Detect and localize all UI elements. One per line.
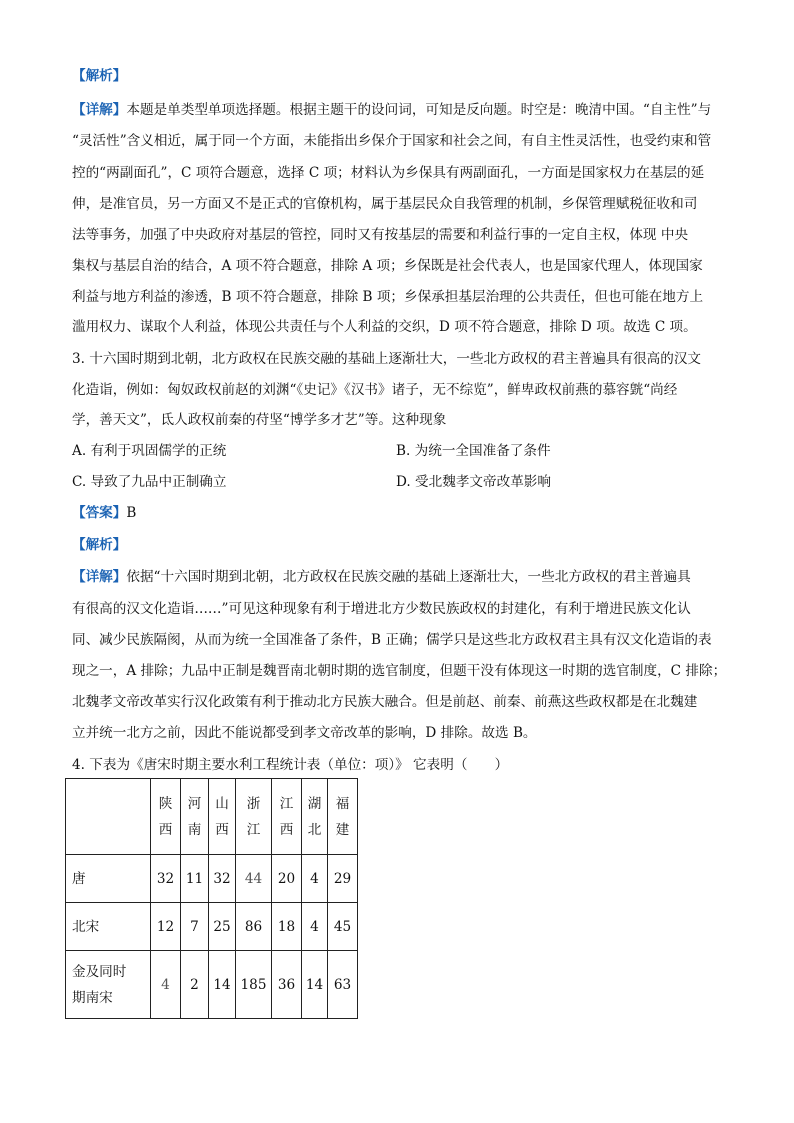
table-cell: 7 <box>181 903 209 951</box>
q2-detail-line-5: 法等事务，加强了中央政府对基层的管控，同时又有按基层的需要和利益行事的一定自主权，体现 中央 <box>72 227 689 243</box>
water-works-table <box>65 778 358 1019</box>
q3-answer-label: 【答案】 <box>72 505 127 521</box>
q3-detail-text: 依据“十六国时期到北朝，北方政权在民族交融的基础上逐渐壮大，一些北方政权的君主普遍具 <box>126 569 691 585</box>
q2-detail-line-1 <box>72 100 726 120</box>
q2-analysis-heading <box>72 66 726 86</box>
table-cell: 12 <box>151 903 181 951</box>
q3-detail-line-3: 同、减少民族隔阂，从而为统一全国准备了条件，B 正确；儒学只是这些北方政权君主具有汉文化造诣的表 <box>72 632 712 648</box>
table-cell: 32 <box>209 855 236 903</box>
table-header-cell: 江 西 <box>272 779 302 855</box>
q3-option-c: C. 导致了九品中正制确立 <box>72 474 227 490</box>
table-header-cell: 湖 北 <box>302 779 328 855</box>
table-cell: 20 <box>272 855 302 903</box>
table-header-cell: 福 建 <box>328 779 358 855</box>
q3-analysis-heading <box>72 535 726 555</box>
q2-detail-line-3: 控的“两副面孔”，C 项符合题意，选择 C 项；材料认为乡保具有两副面孔，一方面是国家权力在基层的延 <box>72 165 705 181</box>
q2-xiangjie-label: 【详解】 <box>72 102 127 118</box>
q2-detail-line-6: 集权与基层自治的结合，A 项不符合题意，排除 A 项；乡保既是社会代表人，也是国家代理人，体现国家 <box>72 258 703 274</box>
table-header-row <box>66 779 358 855</box>
table-cell: 25 <box>209 903 236 951</box>
q3-answer-value: B <box>126 505 137 521</box>
table-cell: 14 <box>302 951 328 1019</box>
table-header-cell: 浙 江 <box>236 779 272 855</box>
q3-detail-line-5: 北魏孝文帝改革实行汉化政策有利于推动北方民族大融合。但是前赵、前秦、前燕这些政权都是在北魏建 <box>72 694 698 710</box>
q3-detail-line-1 <box>72 567 726 587</box>
table-row <box>66 855 358 903</box>
q3-option-a: A. 有利于巩固儒学的正统 <box>72 443 227 459</box>
table-cell: 18 <box>272 903 302 951</box>
table-cell: 14 <box>209 951 236 1019</box>
q3-detail-line-4: 现之一，A 排除；九品中正制是魏晋南北朝时期的选官制度，但题干没有体现这一时期的选官制度，C 排除； <box>72 663 727 679</box>
q2-jiexi-label: 【解析】 <box>72 68 127 84</box>
table-cell: 45 <box>328 903 358 951</box>
table-cell: 44 <box>236 855 272 903</box>
table-cell: 36 <box>272 951 302 1019</box>
q3-jiexi-label: 【解析】 <box>72 537 127 553</box>
table-cell: 11 <box>181 855 209 903</box>
q2-detail-line-7: 利益与地方利益的渗透，B 项不符合题意，排除 B 项；乡保承担基层治理的公共责任，但也可能在地方上 <box>72 289 704 305</box>
table-row <box>66 951 358 1019</box>
q3-answer-line <box>72 503 726 523</box>
table-header-cell: 山 西 <box>209 779 236 855</box>
table-cell: 86 <box>236 903 272 951</box>
table-cell: 63 <box>328 951 358 1019</box>
q2-detail-line-8: 滥用权力、谋取个人利益，体现公共责任与个人利益的交织，D 项不符合题意，排除 D 项。故选 C 项。 <box>72 319 697 335</box>
q2-detail-line-2: “灵活性”含义相近，属于同一个方面，未能指出乡保介于国家和社会之间，有自主性灵活性，也受约束和管 <box>72 133 712 149</box>
q4-stem: 4. 下表为《唐宋时期主要水利工程统计表（单位：项）》 它表明（ ） <box>72 757 509 773</box>
q2-detail-text: 本题是单类型单项选择题。根据主题干的设问词，可知是反向题。时空是：晚清中国。“自主性”与 <box>126 102 712 118</box>
q3-stem-line-1: 3. 十六国时期到北朝，北方政权在民族交融的基础上逐渐壮大，一些北方政权的君主普遍具有很高的汉文 <box>72 351 702 367</box>
table-corner-cell <box>66 779 151 855</box>
table-row-label: 北宋 <box>66 903 151 951</box>
table-row-label: 唐 <box>66 855 151 903</box>
q3-option-d: D. 受北魏孝文帝改革影响 <box>396 474 551 490</box>
q3-detail-line-2: 有很高的汉文化造诣……”可见这种现象有利于增进北方少数民族政权的封建化，有利于增进民族文化认 <box>72 601 691 617</box>
table-cell: 29 <box>328 855 358 903</box>
table-header-cell: 河 南 <box>181 779 209 855</box>
q2-detail-line-4: 伸，是准官员，另一方面又不是正式的官僚机构，属于基层民众自我管理的机制，乡保管理赋税征收和司 <box>72 196 698 212</box>
table-row <box>66 903 358 951</box>
table-cell: 4 <box>151 951 181 1019</box>
q3-option-b: B. 为统一全国准备了条件 <box>396 443 551 459</box>
q3-xiangjie-label: 【详解】 <box>72 569 127 585</box>
q3-stem-line-3: 学，善天文”，氐人政权前秦的苻坚“博学多才艺”等。这种现象 <box>72 412 447 428</box>
q3-detail-line-6: 立并统一北方之前，因此不能说都受到孝文帝改革的影响，D 排除。故选 B。 <box>72 725 537 741</box>
table-cell: 2 <box>181 951 209 1019</box>
table-cell: 4 <box>302 855 328 903</box>
q3-stem-line-2: 化造诣，例如：匈奴政权前赵的刘渊“《史记》《汉书》诸子，无不综览”，鲜卑政权前燕的慕容皝“尚经 <box>72 382 678 398</box>
table-cell: 32 <box>151 855 181 903</box>
table-cell: 4 <box>302 903 328 951</box>
table-row-label: 金及同时 期南宋 <box>66 951 151 1019</box>
table-header-cell: 陕 西 <box>151 779 181 855</box>
table-cell: 185 <box>236 951 272 1019</box>
